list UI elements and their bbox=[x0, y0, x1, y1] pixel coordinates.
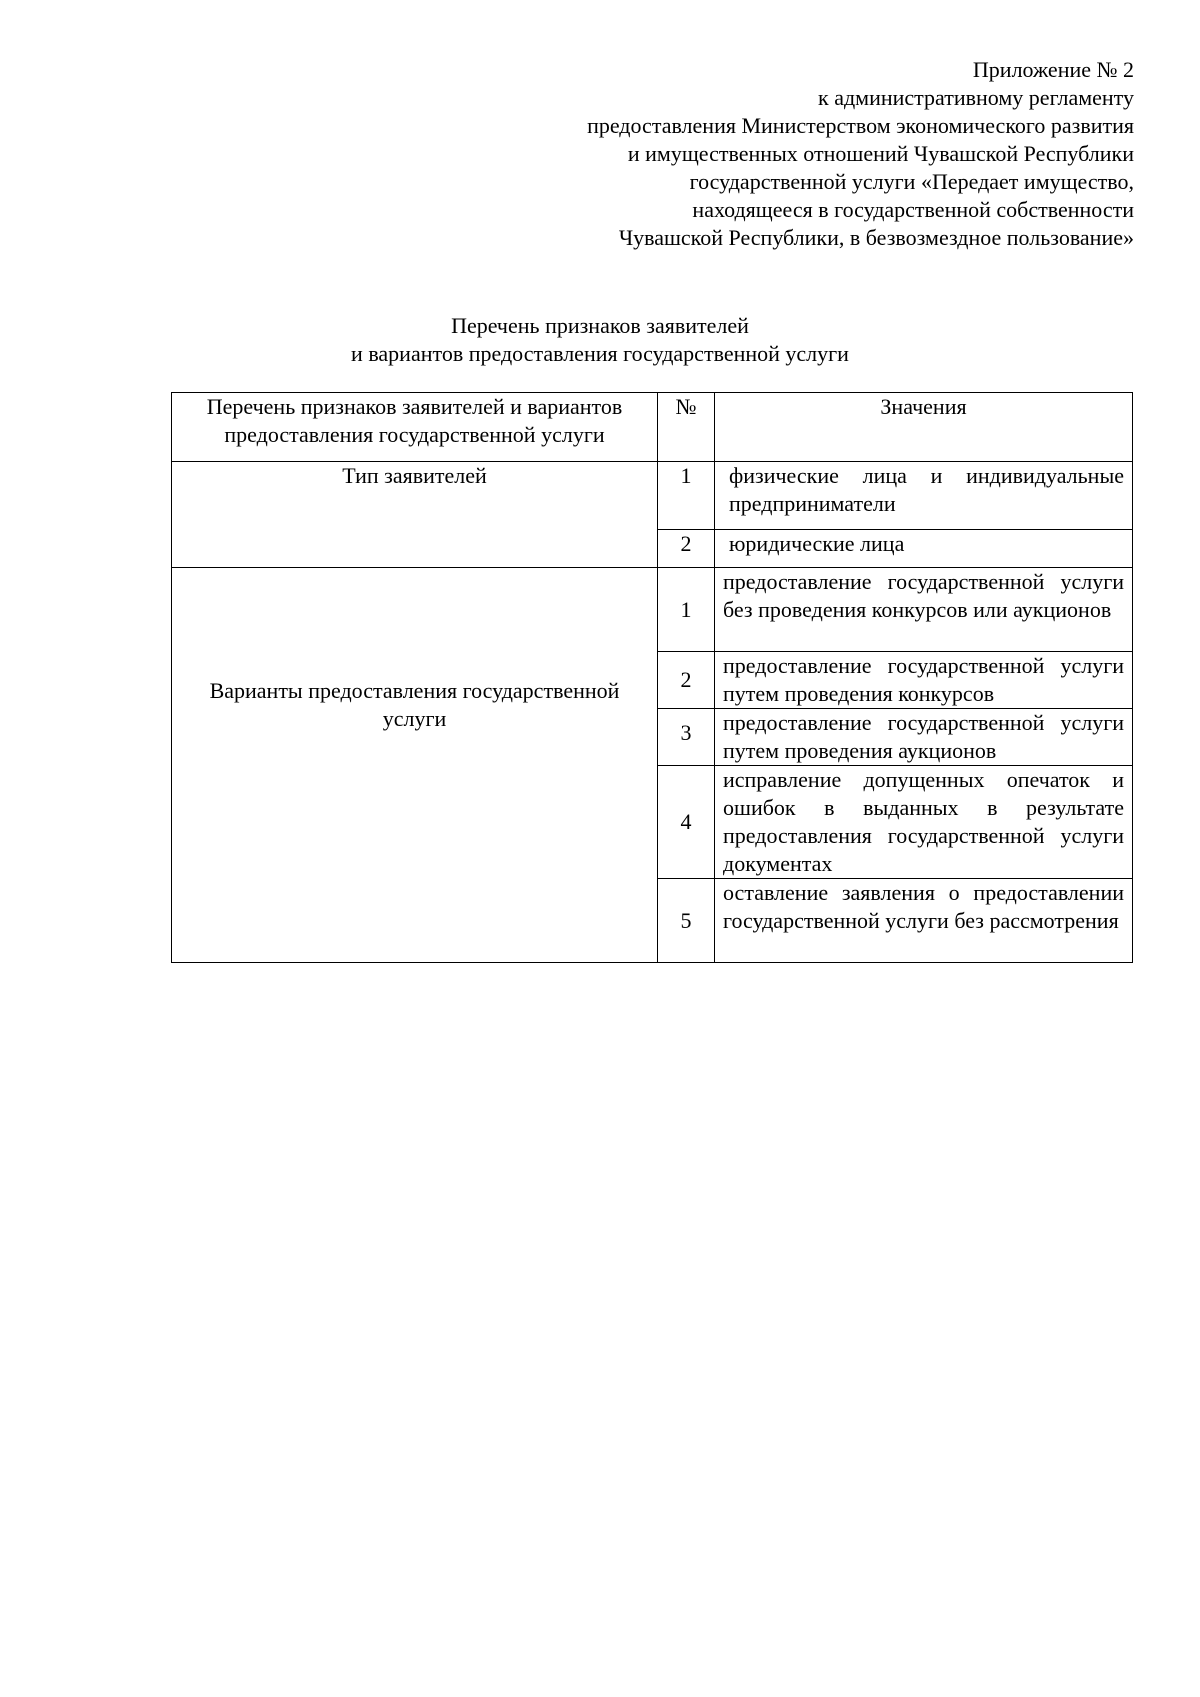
header-cell-values: Значения bbox=[715, 393, 1133, 462]
row-value: юридические лица bbox=[715, 530, 1133, 568]
row-number: 1 bbox=[658, 462, 715, 530]
group-label-service-variants: Варианты предоставления государственной услуги bbox=[172, 568, 658, 963]
table-row bbox=[172, 568, 1133, 652]
row-value: исправление допущенных опечаток и ошибок в выданных в результате предоставления государственной услуги документах bbox=[715, 766, 1133, 879]
row-number: 2 bbox=[658, 530, 715, 568]
table-header-row bbox=[172, 393, 1133, 462]
table-row bbox=[172, 462, 1133, 530]
appendix-header bbox=[434, 56, 1134, 252]
appendix-header-line: Приложение № 2 bbox=[972, 57, 1134, 82]
header-cell-number: № bbox=[658, 393, 715, 462]
appendix-header-line: к административному регламенту bbox=[818, 85, 1134, 110]
row-value: предоставление государственной услуги путем проведения аукционов bbox=[715, 709, 1133, 766]
appendix-header-line: и имущественных отношений Чувашской Республики bbox=[627, 141, 1134, 166]
document-title-line: и вариантов предоставления государственной услуги bbox=[351, 341, 849, 366]
row-number: 4 bbox=[658, 766, 715, 879]
header-cell-features: Перечень признаков заявителей и вариантов предоставления государственной услуги bbox=[172, 393, 658, 462]
row-value: физические лица и индивидуальные предприниматели bbox=[715, 462, 1133, 530]
appendix-header-line: государственной услуги «Передает имущество, bbox=[689, 169, 1134, 194]
appendix-header-line: находящееся в государственной собственности bbox=[692, 197, 1134, 222]
row-value: предоставление государственной услуги путем проведения конкурсов bbox=[715, 652, 1133, 709]
appendix-header-line: предоставления Министерством экономического развития bbox=[587, 113, 1134, 138]
row-number: 3 bbox=[658, 709, 715, 766]
document-title-line: Перечень признаков заявителей bbox=[451, 313, 749, 338]
group-label-applicant-type: Тип заявителей bbox=[172, 462, 658, 568]
row-value: предоставление государственной услуги без проведения конкурсов или аукционов bbox=[715, 568, 1133, 652]
applicant-features-table bbox=[171, 392, 1133, 963]
row-number: 2 bbox=[658, 652, 715, 709]
appendix-header-line: Чувашской Республики, в безвозмездное пользование» bbox=[618, 225, 1134, 250]
row-value: оставление заявления о предоставлении государственной услуги без рассмотрения bbox=[715, 879, 1133, 963]
document-title bbox=[0, 312, 1200, 368]
row-number: 1 bbox=[658, 568, 715, 652]
row-number: 5 bbox=[658, 879, 715, 963]
